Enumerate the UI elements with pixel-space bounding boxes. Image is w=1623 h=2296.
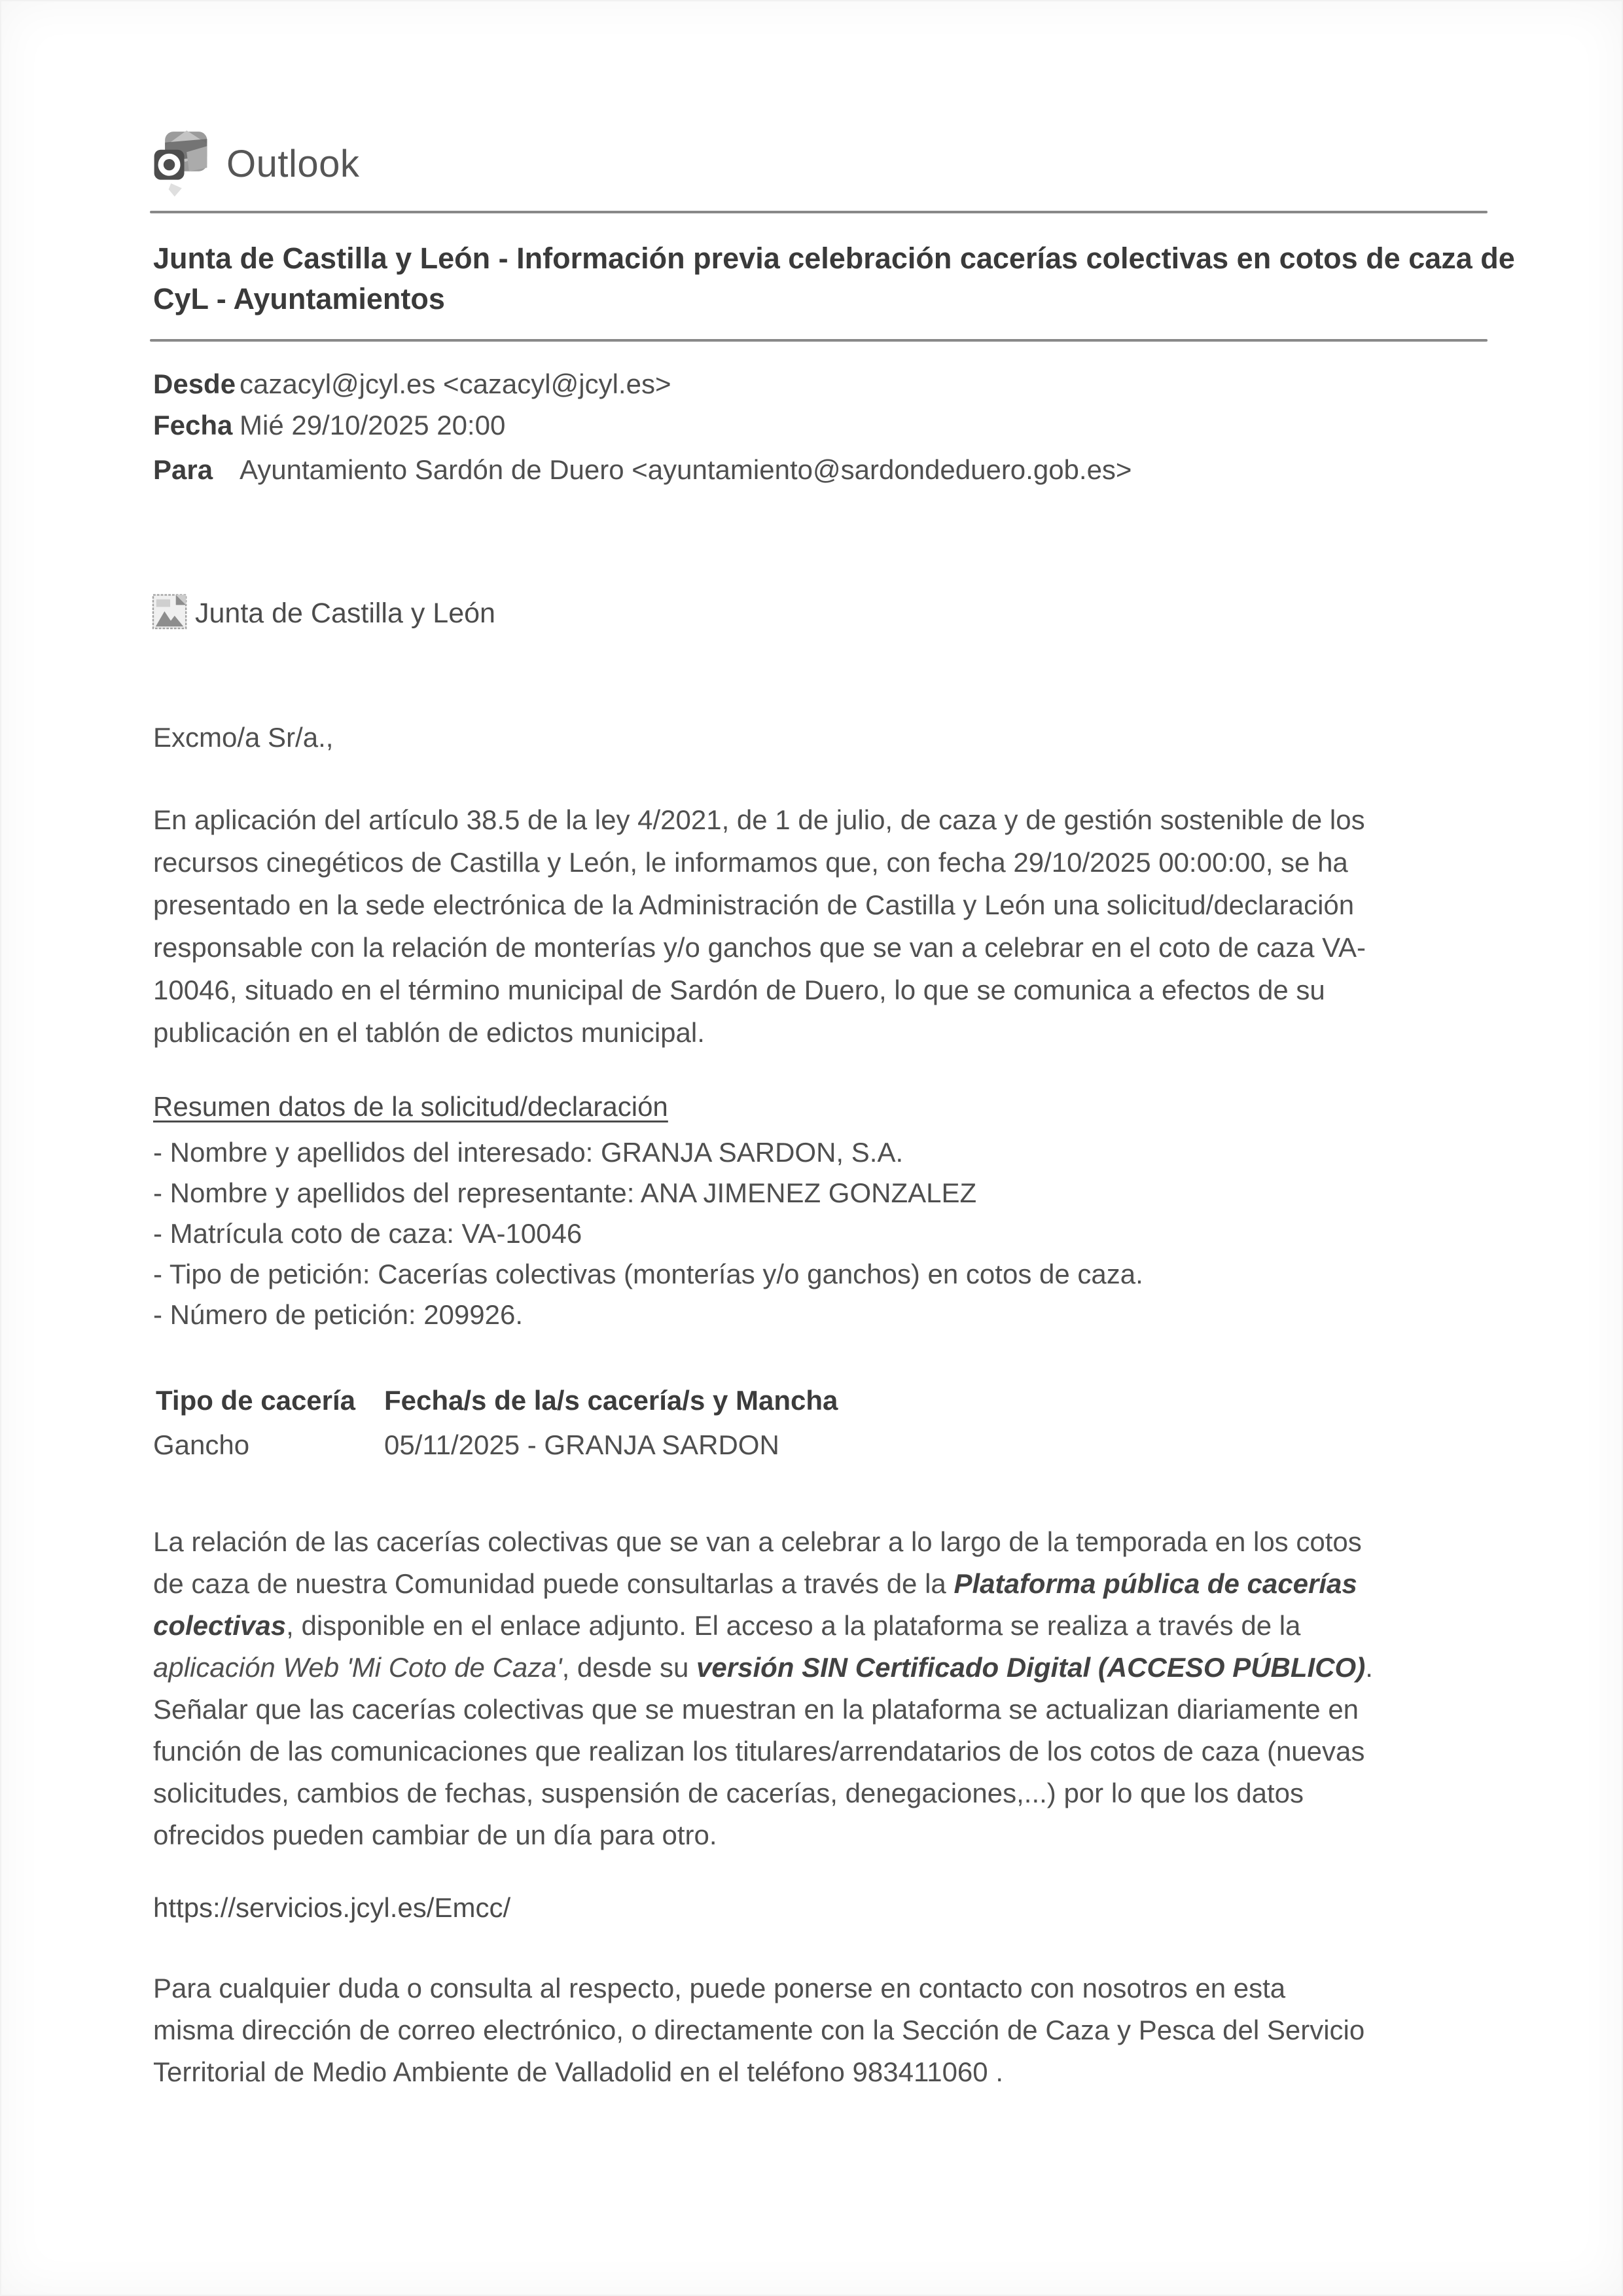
text-line: Señalar que las cacerías colectivas que se muestran en la plataforma se actualizan diariamente en — [153, 1694, 1359, 1725]
divider-subject — [150, 339, 1488, 342]
link-url: https://servicios.jcyl.es/Emcc/ — [153, 1892, 511, 1923]
text-line: 10046, situado en el término municipal de Sardón de Duero, lo que se comunica a efectos de su — [153, 975, 1325, 1005]
to-value: Ayuntamiento Sardón de Duero <ayuntamiento@sardondeduero.gob.es> — [240, 454, 1132, 485]
hunt-type-cell: Gancho — [153, 1429, 250, 1460]
field-row-to — [153, 450, 1132, 490]
subject-line: Junta de Castilla y León - Información previa celebración cacerías colectivas en cotos de caza de — [153, 242, 1515, 275]
date-value: Mié 29/10/2025 20:00 — [240, 410, 506, 440]
field-row-date — [153, 405, 505, 446]
text-line: función de las comunicaciones que realizan los titulares/arrendatarios de los cotos de caza (nuevas — [153, 1736, 1365, 1767]
list-item: - Nombre y apellidos del representante: ANA JIMENEZ GONZALEZ — [153, 1177, 977, 1208]
list-item: - Número de petición: 209926. — [153, 1299, 524, 1330]
org-name: Junta de Castilla y León — [195, 598, 495, 629]
field-row-from — [153, 364, 671, 404]
col-tipo-header: Tipo de cacería — [156, 1385, 356, 1416]
list-item: - Tipo de petición: Cacerías colectivas (monterías y/o ganchos) en cotos de caza. — [153, 1259, 1143, 1289]
from-label: Desde — [153, 368, 236, 399]
col-fecha-header: Fecha/s de la/s cacería/s y Mancha — [384, 1385, 838, 1416]
outlook-wordmark: Outlook — [226, 142, 360, 185]
subject-line: CyL - Ayuntamientos — [153, 282, 445, 315]
hunt-table-header — [156, 1380, 838, 1421]
to-label: Para — [153, 454, 213, 485]
text-line: misma dirección de correo electrónico, o directamente con la Sección de Caza y Pesca del Servicio — [153, 2015, 1365, 2045]
paragraph-plataforma — [153, 1521, 1373, 1856]
divider-top — [150, 211, 1488, 213]
text-line: de caza de nuestra Comunidad puede consultarlas a través de la Plataforma pública de cacerías — [153, 1568, 1357, 1599]
list-item: - Nombre y apellidos del interesado: GRANJA SARDON, S.A. — [153, 1137, 904, 1168]
text-line: presentado en la sede electrónica de la Administración de Castilla y León una solicitud/declaración — [153, 889, 1355, 920]
text-line: Territorial de Medio Ambiente de Valladolid en el teléfono 983411060 . — [153, 2056, 1003, 2087]
outlook-logo-icon — [151, 126, 211, 202]
text-line: Para cualquier duda o consulta al respecto, puede ponerse en contacto con nosotros en esta — [153, 1973, 1286, 2003]
resumen-list — [153, 1132, 1143, 1335]
italic-text: aplicación Web 'Mi Coto de Caza' — [153, 1652, 562, 1683]
text-line: publicación en el tablón de edictos municipal. — [153, 1017, 705, 1048]
from-value: cazacyl@jcyl.es <cazacyl@jcyl.es> — [240, 368, 671, 399]
email-subject — [153, 238, 1515, 319]
text-line: recursos cinegéticos de Castilla y León, le informamos que, con fecha 29/10/2025 00:00:00, se ha — [153, 847, 1348, 878]
emphasis-text: colectivas — [153, 1610, 287, 1641]
emphasis-text: Plataforma pública de cacerías — [954, 1568, 1357, 1599]
date-label: Fecha — [153, 410, 233, 440]
text-line: En aplicación del artículo 38.5 de la ley 4/2021, de 1 de julio, de caza y de gestión sostenible de los — [153, 804, 1365, 835]
text-line: ofrecidos pueden cambiar de un día para otro. — [153, 1820, 717, 1850]
org-logo-row — [152, 593, 495, 634]
text-line: solicitudes, cambios de fechas, suspensión de cacerías, denegaciones,...) por lo que los datos — [153, 1778, 1304, 1808]
broken-image-icon — [152, 594, 190, 634]
paragraph-contact — [153, 1967, 1364, 2093]
text-line: responsable con la relación de monterías y/o ganchos que se van a celebrar en el coto de caza VA- — [153, 932, 1366, 963]
hunt-table-row — [153, 1425, 779, 1465]
outlook-header — [151, 126, 359, 202]
text-line: colectivas, disponible en el enlace adjunto. El acceso a la plataforma se realiza a través de la — [153, 1610, 1301, 1641]
emphasis-text: versión SIN Certificado Digital (ACCESO PÚBLICO) — [696, 1652, 1366, 1683]
paragraph-legal — [153, 798, 1366, 1054]
greeting: Excmo/a Sr/a., — [153, 722, 334, 753]
list-item: - Matrícula coto de caza: VA-10046 — [153, 1218, 582, 1249]
hunt-date-cell: 05/11/2025 - GRANJA SARDON — [384, 1429, 779, 1460]
text-line: aplicación Web 'Mi Coto de Caza', desde su versión SIN Certificado Digital (ACCESO PÚBLICO). — [153, 1652, 1373, 1683]
text-line: La relación de las cacerías colectivas que se van a celebrar a lo largo de la temporada en los cotos — [153, 1526, 1362, 1557]
section-heading-resumen: Resumen datos de la solicitud/declaración — [153, 1091, 668, 1122]
